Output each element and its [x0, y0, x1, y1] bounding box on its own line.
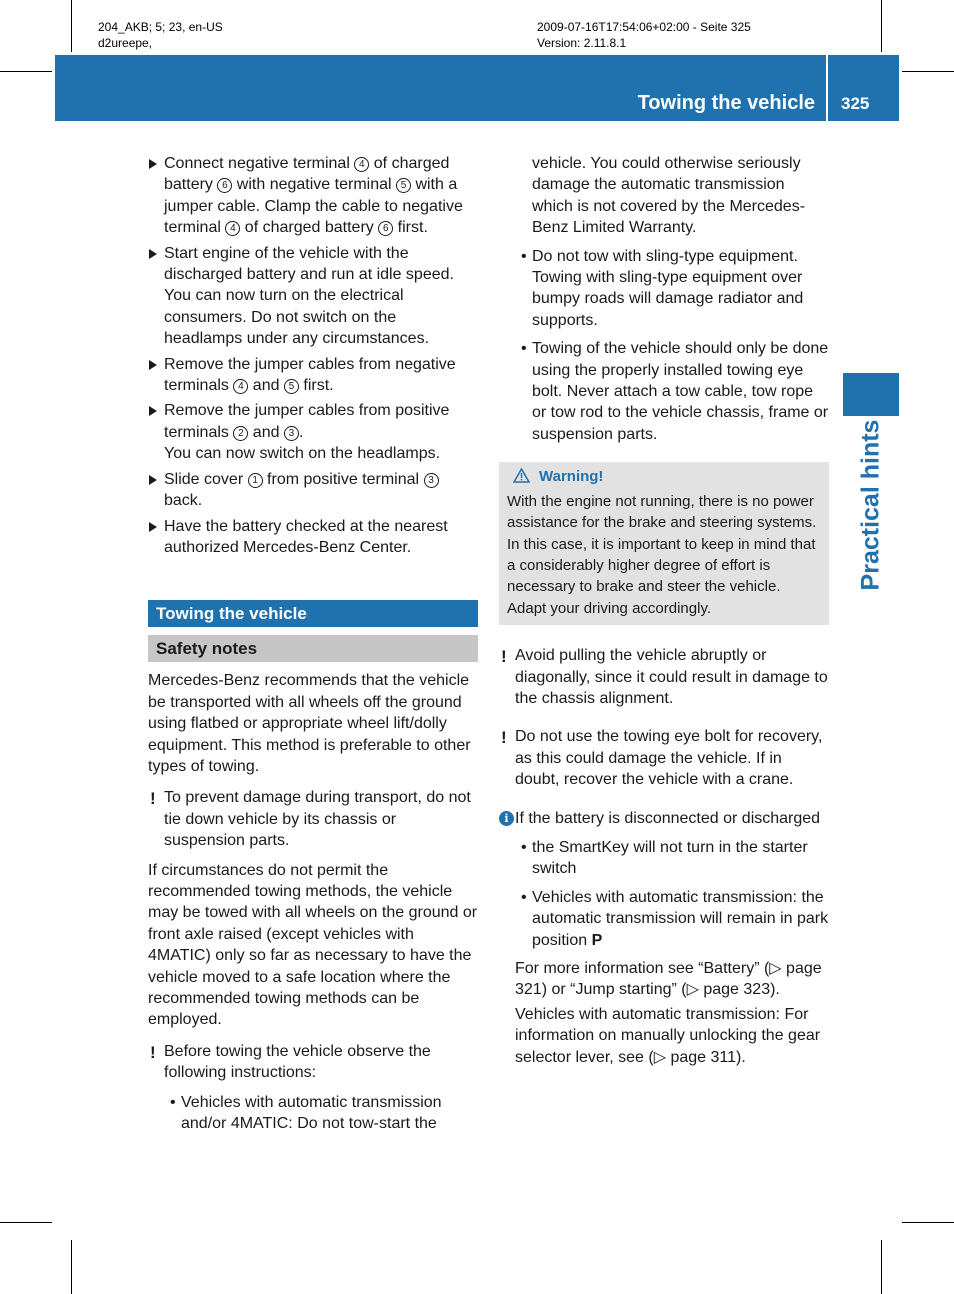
meta-line: d2ureepe, — [98, 36, 153, 50]
paragraph: If circumstances do not permit the recommended towing methods, the vehicle may be towed with all wheels on the ground or front axle raised (except vehicles with 4MATIC) only so far as necessary to have the vehicle moved to a safe location where the recommended towing methods can be employed. — [148, 861, 478, 1029]
side-chapter-text: Practical hints — [856, 419, 885, 591]
callout-number: 1 — [248, 473, 263, 488]
crop-mark — [881, 1240, 882, 1294]
caution-note — [499, 645, 829, 709]
bullet-text: Do not tow with sling-type equipment. Towing with sling-type equipment over bumpy roads will damage radiator and supports. — [532, 247, 804, 329]
bullet-text: the SmartKey will not turn in the starter switch — [532, 838, 808, 878]
warning-title: Warning! — [539, 468, 604, 486]
paragraph: Mercedes-Benz recommends that the vehicle be transported with all wheels off the ground using flatbed or appropriate wheel lift/dolly equipment. This method is preferable to other types of towing. — [148, 672, 471, 775]
page-number: 325 — [841, 94, 870, 113]
note-text: To prevent damage during transport, do not tie down vehicle by its chassis or suspension parts. — [164, 789, 471, 850]
note-text: Do not use the towing eye bolt for recovery, as this could damage the vehicle. If in doubt, recover the vehicle with a crane. — [515, 728, 823, 789]
exclamation-icon: ! — [501, 647, 507, 667]
bullet-text: Vehicles with automatic transmission and/or 4MATIC: Do not tow-start the — [181, 1093, 442, 1133]
callout-number: 4 — [354, 157, 369, 172]
callout-number: 2 — [233, 426, 248, 441]
step-text: and — [248, 377, 284, 395]
caution-note — [499, 726, 829, 790]
crop-mark — [71, 1240, 72, 1294]
section-heading: Towing the vehicle — [148, 600, 478, 627]
callout-number: 6 — [217, 178, 232, 193]
step-text: Have the battery checked at the nearest authorized Mercedes-Benz Center. — [164, 517, 448, 556]
step-item — [148, 243, 478, 350]
callout-number: 4 — [225, 221, 240, 236]
info-icon: i — [499, 811, 514, 826]
crop-mark — [902, 71, 954, 72]
note-text: Avoid pulling the vehicle abruptly or diagonally, since it could result in damage to the chassis alignment. — [515, 647, 828, 707]
bullet-text: Towing of the vehicle should only be done using the properly installed towing eye bolt. Never attach a tow cable, tow rope or tow rod to the vehicle chassis, frame or suspension parts. — [532, 340, 829, 443]
caution-note — [148, 787, 478, 851]
step-text: from positive terminal — [262, 470, 424, 488]
step-text: first. — [393, 219, 428, 237]
exclamation-icon: ! — [150, 789, 156, 809]
step-list — [148, 153, 478, 558]
step-text: of charged battery — [240, 219, 379, 237]
meta-line: 204_AKB; 5; 23, en-US — [98, 20, 223, 34]
step-text: Slide cover — [164, 470, 248, 488]
step-text: Start engine of the vehicle with the discharged battery and run at idle speed. You can now turn on the electrical consumers. Do not switch on the headlamps under any circumstances. — [164, 244, 454, 348]
step-item — [148, 153, 478, 239]
step-text: back. — [164, 492, 203, 510]
crop-mark — [0, 71, 52, 72]
note-text: If the battery is disconnected or discharged — [515, 809, 821, 827]
meta-line: 2009-07-16T17:54:06+02:00 - Seite 325 — [537, 20, 751, 34]
print-meta-left — [98, 19, 223, 51]
page-title: Towing the vehicle — [637, 92, 815, 114]
step-extra-text: You can now switch on the headlamps. — [164, 445, 441, 463]
header-divider — [826, 55, 828, 121]
step-text: Remove the jumper cables from positive terminals — [164, 402, 450, 441]
side-chapter-label — [843, 420, 899, 590]
callout-number: 5 — [396, 178, 411, 193]
crop-mark — [902, 1222, 954, 1223]
note-text: Before towing the vehicle observe the following instructions: — [164, 1042, 431, 1082]
callout-number: 4 — [233, 379, 248, 394]
bullet-item — [165, 1092, 478, 1135]
bullet-item — [516, 246, 829, 332]
crop-mark — [71, 0, 72, 52]
bullet-item — [516, 338, 829, 445]
crop-mark — [0, 1222, 52, 1223]
step-text: first. — [298, 377, 334, 395]
step-item — [148, 354, 478, 397]
step-text: with a jumper cable. Clamp the cable to negative terminal — [164, 176, 463, 237]
step-text: and — [248, 423, 284, 441]
exclamation-icon: ! — [501, 728, 507, 748]
warning-text: With the engine not running, there is no power assistance for the brake and steering systems. In this case, it is important to keep in mind that a considerably higher degree of effort is necessary to brake and steer the vehicle. Adapt your driving accordingly. — [507, 492, 817, 617]
callout-number: 3 — [424, 473, 439, 488]
paragraph: For more information see “Battery” (▷ page 321) or “Jump starting” (▷ page 323). — [515, 960, 822, 999]
paragraph: Vehicles with automatic transmission: For information on manually unlocking the gear selector lever, see (▷ page 311). — [515, 1005, 821, 1066]
step-item — [148, 400, 478, 464]
paragraph: vehicle. You could otherwise seriously damage the automatic transmission which is not covered by the Mercedes-Benz Limited Warranty. — [532, 155, 806, 237]
side-tab-marker — [843, 373, 899, 416]
caution-note — [148, 1041, 478, 1084]
step-item — [148, 469, 478, 512]
left-column — [148, 153, 478, 1141]
info-note — [499, 808, 829, 829]
callout-number: 6 — [378, 221, 393, 236]
warning-box — [499, 462, 829, 625]
bullet-item — [516, 837, 829, 880]
meta-line: Version: 2.11.8.1 — [537, 36, 627, 50]
park-position-symbol: P — [591, 931, 603, 949]
step-text: of charged battery — [164, 155, 450, 194]
warning-heading — [507, 466, 821, 487]
step-item — [148, 516, 478, 559]
callout-number: 3 — [284, 426, 299, 441]
header-bar — [55, 55, 899, 121]
right-column — [499, 153, 829, 1068]
step-text: Remove the jumper cables from negative terminals — [164, 355, 456, 395]
exclamation-icon: ! — [150, 1042, 156, 1062]
bullet-text: Vehicles with automatic transmission: the automatic transmission will remain in park position — [532, 888, 829, 949]
warning-triangle-icon — [513, 468, 530, 483]
bullet-item — [516, 887, 829, 951]
step-text: Connect negative terminal — [164, 155, 355, 172]
subsection-heading: Safety notes — [148, 635, 478, 662]
crop-mark — [881, 0, 882, 52]
step-text: with negative terminal — [232, 176, 396, 194]
callout-number: 5 — [284, 379, 299, 394]
step-text: . — [298, 423, 304, 441]
print-meta-right — [537, 19, 751, 51]
